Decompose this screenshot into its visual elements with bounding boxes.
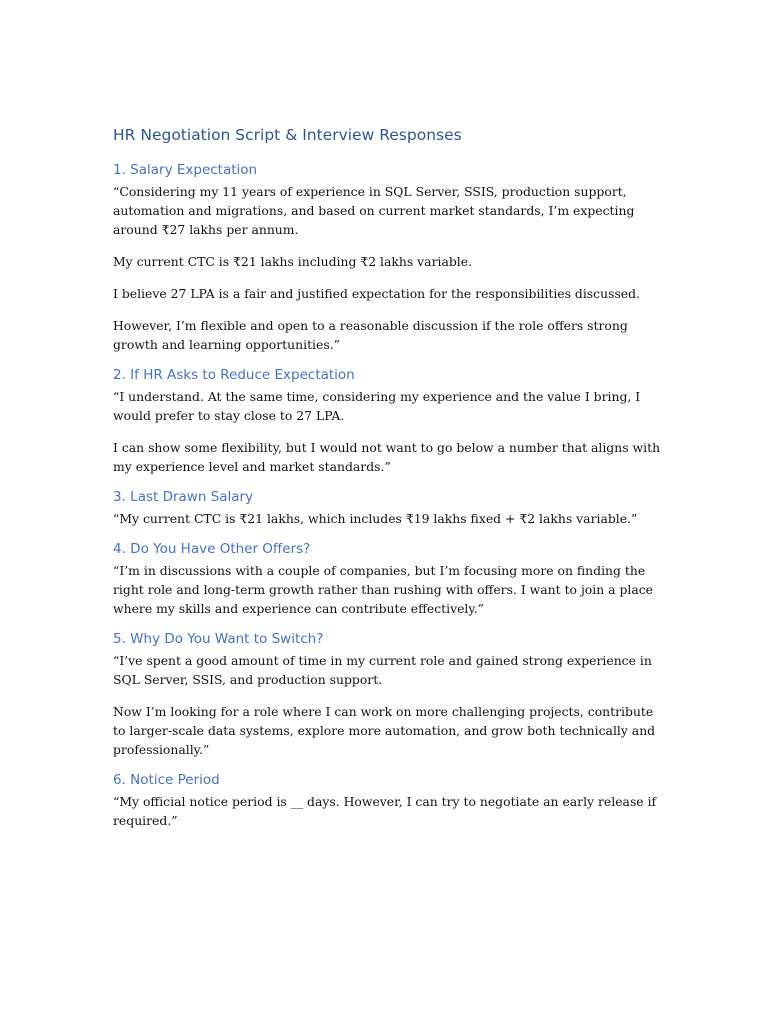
section-reduce-expectation xyxy=(113,365,661,476)
paragraph: “I’m in discussions with a couple of companies, but I’m focusing more on finding the right role and long-term growth rather than rushing with offers. I want to join a place where my skills and experience can contribute effectively.” xyxy=(113,563,654,616)
paragraph: I believe 27 LPA is a fair and justified expectation for the responsibilities discussed. xyxy=(113,286,641,301)
paragraph: “Considering my 11 years of experience in SQL Server, SSIS, production support, automation and migrations, and based on current market standards, I’m expecting around ₹27 lakhs per annum. xyxy=(113,184,635,237)
section-heading: 6. Notice Period xyxy=(113,772,220,788)
section-heading: 4. Do You Have Other Offers? xyxy=(113,541,311,557)
section-last-drawn-salary xyxy=(113,487,661,528)
section-other-offers xyxy=(113,539,661,618)
paragraph: However, I’m flexible and open to a reasonable discussion if the role offers strong growth and learning opportunities.” xyxy=(113,318,628,352)
paragraph: “I understand. At the same time, considering my experience and the value I bring, I would prefer to stay close to 27 LPA. xyxy=(113,389,641,423)
paragraph: I can show some flexibility, but I would not want to go below a number that aligns with my experience level and market standards.” xyxy=(113,440,661,474)
paragraph: “I’ve spent a good amount of time in my current role and gained strong experience in SQL Server, SSIS, and production support. xyxy=(113,653,652,687)
section-heading: 2. If HR Asks to Reduce Expectation xyxy=(113,367,355,383)
document-page xyxy=(113,124,661,841)
document-title: HR Negotiation Script & Interview Responses xyxy=(113,126,462,144)
section-why-switch xyxy=(113,629,661,759)
section-heading: 3. Last Drawn Salary xyxy=(113,489,254,505)
paragraph: “My official notice period is __ days. However, I can try to negotiate an early release if required.” xyxy=(113,794,657,828)
section-notice-period xyxy=(113,770,661,830)
paragraph: My current CTC is ₹21 lakhs including ₹2 lakhs variable. xyxy=(113,254,473,269)
section-heading: 1. Salary Expectation xyxy=(113,162,258,178)
paragraph: Now I’m looking for a role where I can work on more challenging projects, contribute to larger-scale data systems, explore more automation, and grow both technically and professionally.” xyxy=(113,704,656,757)
paragraph: “My current CTC is ₹21 lakhs, which includes ₹19 lakhs fixed + ₹2 lakhs variable.” xyxy=(113,511,638,526)
section-heading: 5. Why Do You Want to Switch? xyxy=(113,631,324,647)
section-salary-expectation xyxy=(113,160,661,354)
